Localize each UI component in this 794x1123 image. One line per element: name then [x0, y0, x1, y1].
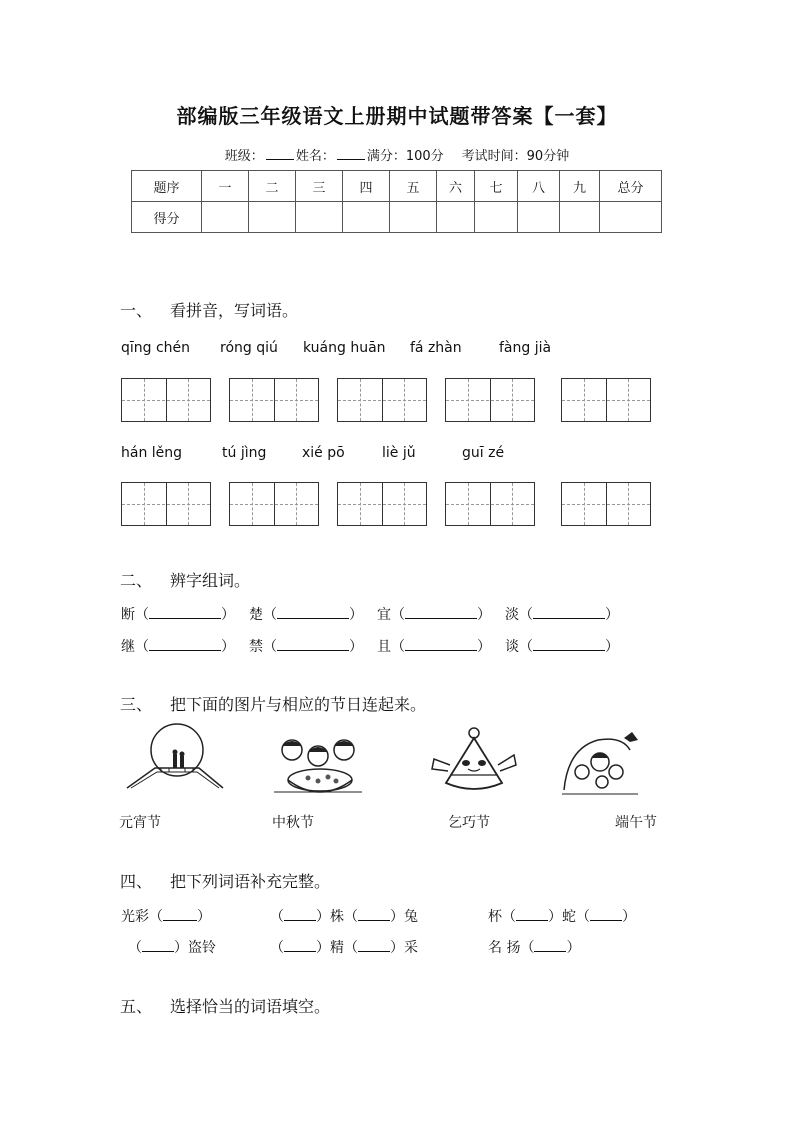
table-cell: 二 [249, 171, 296, 202]
section-2-heading: 二、 辨字组词。 [120, 571, 251, 590]
score-cell[interactable] [343, 202, 390, 233]
word-group-item[interactable]: 宜（ ） [377, 607, 491, 623]
exam-info [0, 145, 794, 164]
festival-label[interactable]: 元宵节 [119, 815, 161, 831]
section-5-heading: 五、 选择恰当的词语填空。 [120, 997, 331, 1016]
festival-label[interactable]: 端午节 [615, 815, 657, 831]
pinyin: qīng chén [121, 340, 191, 356]
section-4-heading: 四、 把下列词语补充完整。 [120, 872, 331, 891]
kids-dumplings-picture[interactable] [270, 732, 366, 798]
table-cell: 九 [560, 171, 600, 202]
writing-grid[interactable] [561, 482, 651, 526]
score-cell[interactable] [437, 202, 475, 233]
pinyin: róng qiú [220, 340, 278, 356]
table-cell: 题序 [132, 171, 202, 202]
writing-grid[interactable] [445, 482, 535, 526]
table-cell: 一 [202, 171, 249, 202]
writing-grid[interactable] [337, 378, 427, 422]
exam-time: 考试时间：90分钟 [461, 149, 570, 164]
pinyin: xié pō [302, 445, 345, 461]
pinyin: hán lěng [121, 445, 183, 461]
table-cell: 总分 [600, 171, 662, 202]
pinyin: tú jìng [222, 445, 267, 461]
word-group-item[interactable]: 且（ ） [377, 639, 491, 655]
writing-grid[interactable] [229, 482, 319, 526]
score-cell[interactable] [249, 202, 296, 233]
name-label: 姓名： [295, 149, 335, 164]
festival-label[interactable]: 中秋节 [272, 815, 314, 831]
score-table [131, 170, 662, 233]
score-cell[interactable] [296, 202, 343, 233]
family-magpie-picture[interactable] [558, 728, 642, 798]
pinyin: kuáng huān [303, 340, 386, 356]
word-group-item[interactable]: 断（ ） [121, 607, 235, 623]
writing-grid[interactable] [337, 482, 427, 526]
idiom-item[interactable]: （ ）株（ ）兔 [270, 909, 418, 925]
score-cell[interactable] [600, 202, 662, 233]
word-group-item[interactable]: 谈（ ） [505, 639, 619, 655]
class-label: 班级： [224, 149, 264, 164]
word-group-item[interactable]: 淡（ ） [505, 607, 619, 623]
festival-label[interactable]: 乞巧节 [448, 815, 490, 831]
pinyin: liè jǔ [382, 445, 416, 461]
score-cell[interactable] [518, 202, 560, 233]
table-cell: 五 [390, 171, 437, 202]
table-cell: 七 [475, 171, 518, 202]
idiom-item[interactable]: 光彩（ ） [121, 909, 211, 925]
section-1-heading: 一、 看拼音，写词语。 [120, 301, 299, 320]
idiom-item[interactable]: （ ）盗铃 [128, 940, 216, 956]
writing-grid[interactable] [121, 378, 211, 422]
pinyin: fàng jià [499, 340, 552, 356]
table-cell: 六 [437, 171, 475, 202]
writing-grid[interactable] [445, 378, 535, 422]
score-table-header-row [132, 171, 662, 202]
writing-grid[interactable] [229, 378, 319, 422]
page-title: 部编版三年级语文上册期中试题带答案【一套】 [176, 104, 618, 128]
score-cell[interactable] [390, 202, 437, 233]
pinyin: fá zhàn [410, 340, 462, 356]
idiom-item[interactable]: （ ）精（ ）采 [270, 940, 418, 956]
word-group-item[interactable]: 楚（ ） [249, 607, 363, 623]
writing-grid[interactable] [561, 378, 651, 422]
score-table-score-row [132, 202, 662, 233]
table-cell: 八 [518, 171, 560, 202]
full-score: 满分：100分 [366, 149, 444, 164]
score-cell[interactable] [475, 202, 518, 233]
zongzi-character-picture[interactable] [428, 725, 520, 795]
word-group-item[interactable]: 禁（ ） [249, 639, 363, 655]
moon-bridge-picture[interactable] [125, 722, 225, 794]
score-cell[interactable] [202, 202, 249, 233]
pinyin: guī zé [462, 445, 505, 461]
table-cell: 四 [343, 171, 390, 202]
table-cell: 得分 [132, 202, 202, 233]
idiom-item[interactable]: 杯（ ）蛇（ ） [488, 909, 636, 925]
name-blank[interactable] [337, 148, 365, 160]
score-cell[interactable] [560, 202, 600, 233]
table-cell: 三 [296, 171, 343, 202]
section-3-heading: 三、 把下面的图片与相应的节日连起来。 [120, 695, 427, 714]
class-blank[interactable] [266, 148, 294, 160]
writing-grid[interactable] [121, 482, 211, 526]
word-group-item[interactable]: 继（ ） [121, 639, 235, 655]
idiom-item[interactable]: 名 扬（ ） [488, 940, 581, 956]
